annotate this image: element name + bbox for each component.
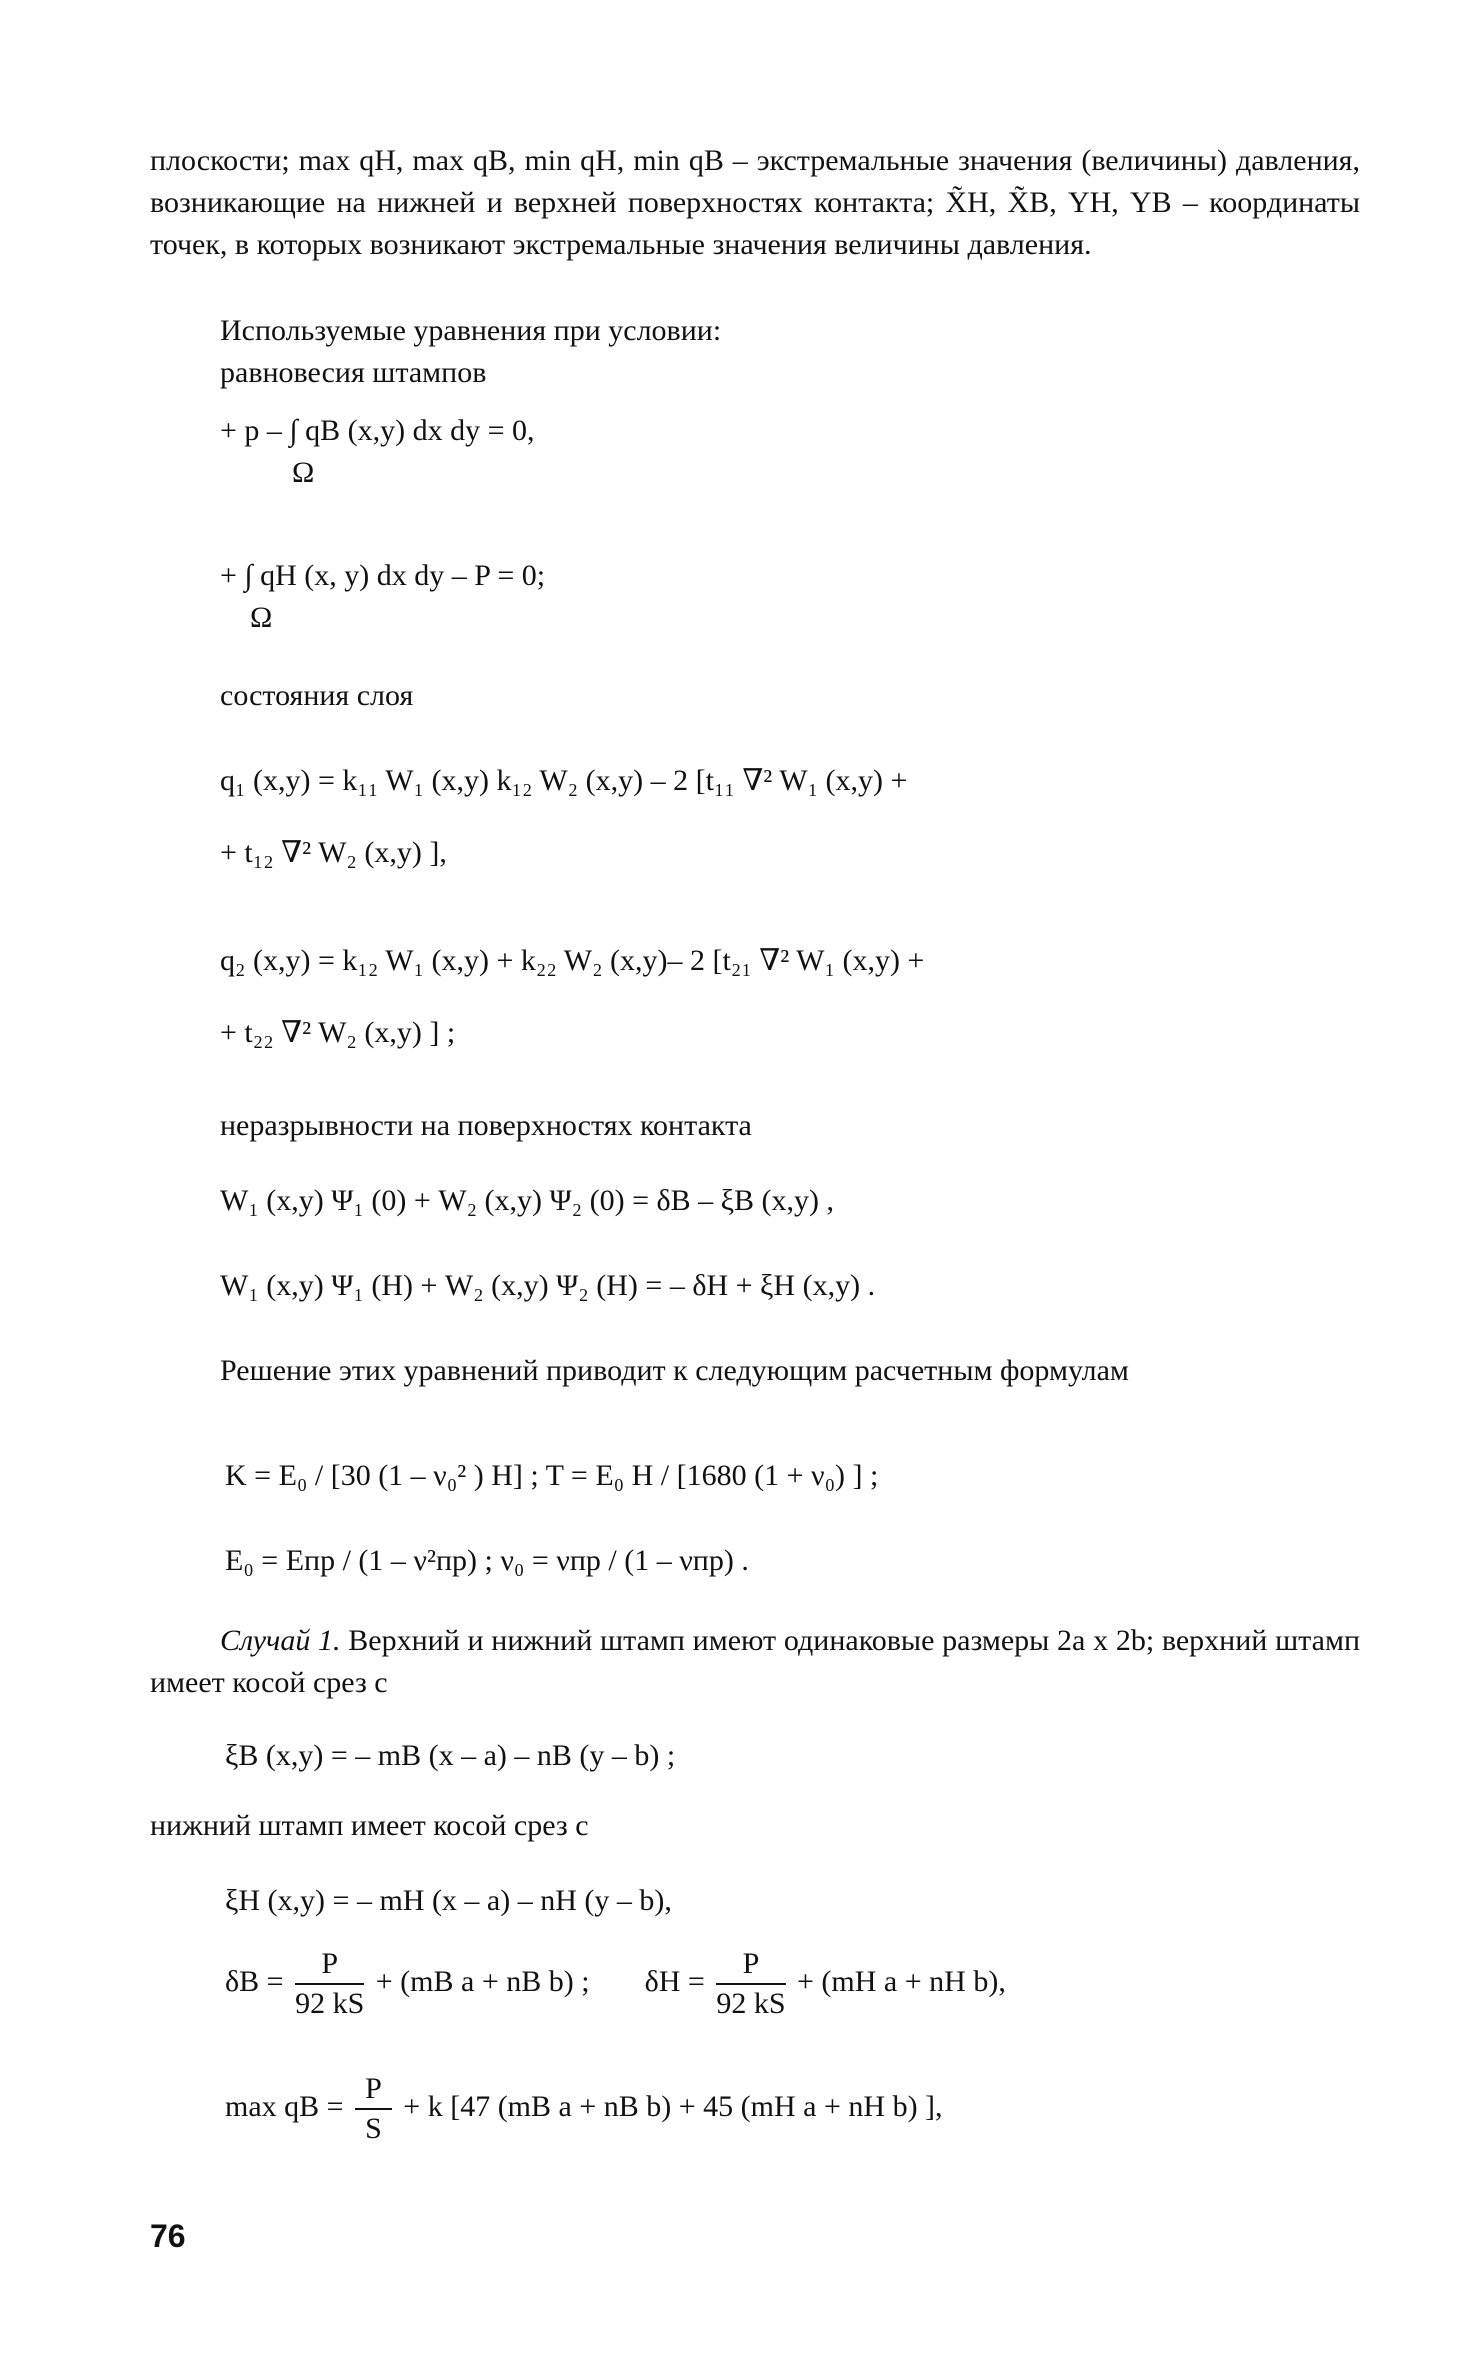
max-qB-fraction: $\frac{P}{S}$ (355, 2070, 392, 2148)
delta-H-rest: + (mН a + nН b), (797, 1964, 1006, 1998)
paragraph-solution-intro: Решение этих уравнений приводит к следующим расчетным формулам (220, 1354, 1129, 1387)
max-qB-lhs: max qВ = (225, 2089, 344, 2123)
paragraph-lower-stamp: нижний штамп имеет косой срез с (150, 1809, 589, 1842)
equation-layer-q2: q₂ (x,y) = k₁₂ W₁ (x,y) + k₂₂ W₂ (x,y)– 2 [t₂₁ ∇² W₁ (x,y) + + t₂₂ ∇² W₂ (x,y) ] ; (220, 944, 925, 1049)
equation-continuity-lower: W₁ (x,y) Ψ₁ (H) + W₂ (x,y) Ψ₂ (H) = – δН + ξН (x,y) . (220, 1269, 876, 1302)
case-1-label: Случай 1. (220, 1624, 341, 1657)
paragraph-case-1 (150, 1620, 1360, 1704)
equation-xi-upper: ξВ (x,y) = – mВ (x – a) – nВ (y – b) ; (225, 1739, 676, 1772)
paragraph-equilibrium-heading: равновесия штампов (220, 356, 487, 389)
equation-continuity-upper: W₁ (x,y) Ψ₁ (0) + W₂ (x,y) Ψ₂ (0) = δВ – ξВ (x,y) , (220, 1184, 835, 1217)
delta-B-rest: + (mВ a + nВ b) ; (375, 1964, 590, 1998)
max-qB-rest: + k [47 (mВ a + nВ b) + 45 (mН a + nН b) ], (403, 2089, 943, 2123)
equation-xi-lower: ξН (x,y) = – mН (x – a) – nН (y – b), (225, 1884, 672, 1917)
equation-delta-B-H (225, 1945, 1006, 2023)
paragraph-layer-state-heading: состояния слоя (220, 679, 414, 712)
paragraph-definitions: плоскости; max qН, max qВ, min qН, min qВ – экстремальные значения (величины) давления, возникающие на нижней и верхней поверхностях контакта; X̃Н, X̃В, YН, YВ – координаты точек, в которых возникают экстремальные значения величины давления. (150, 144, 1360, 261)
equation-layer-q1: q₁ (x,y) = k₁₁ W₁ (x,y) k₁₂ W₂ (x,y) – 2 [t₁₁ ∇² W₁ (x,y) + + t₁₂ ∇² W₂ (x,y) ], (220, 764, 908, 869)
paragraph-equations-intro: Используемые уравнения при условии: (220, 314, 722, 347)
delta-H-fraction: $\frac{P}{92 kS}$ (716, 1947, 786, 2020)
paragraph-continuity-heading: неразрывности на поверхностях контакта (220, 1109, 752, 1142)
equation-equilibrium-lower: + ∫ qН (x, y) dx dy – P = 0; Ω (220, 559, 546, 634)
delta-H-lhs: δН = (644, 1964, 705, 1998)
delta-B-lhs: δВ = (225, 1964, 284, 1998)
page-number: 76 (150, 2218, 186, 2254)
equation-formula-K-T: K = E₀ / [30 (1 – ν₀² ) H] ; T = E₀ H / [1680 (1 + ν₀) ] ; (225, 1459, 879, 1492)
equation-equilibrium-upper: + p – ∫ qВ (x,y) dx dy = 0, Ω (220, 414, 535, 489)
equation-formula-E0-nu0: E₀ = Eпр / (1 – ν²пр) ; ν₀ = νпр / (1 – νпр) . (225, 1544, 749, 1577)
case-1-text: Верхний и нижний штамп имеют одинаковые размеры 2a x 2b; верхний штамп имеет косой срез с (150, 1624, 1361, 1699)
delta-B-fraction: $\frac{P}{92 kS}$ (295, 1947, 365, 2020)
equation-max-qB (225, 2070, 943, 2148)
